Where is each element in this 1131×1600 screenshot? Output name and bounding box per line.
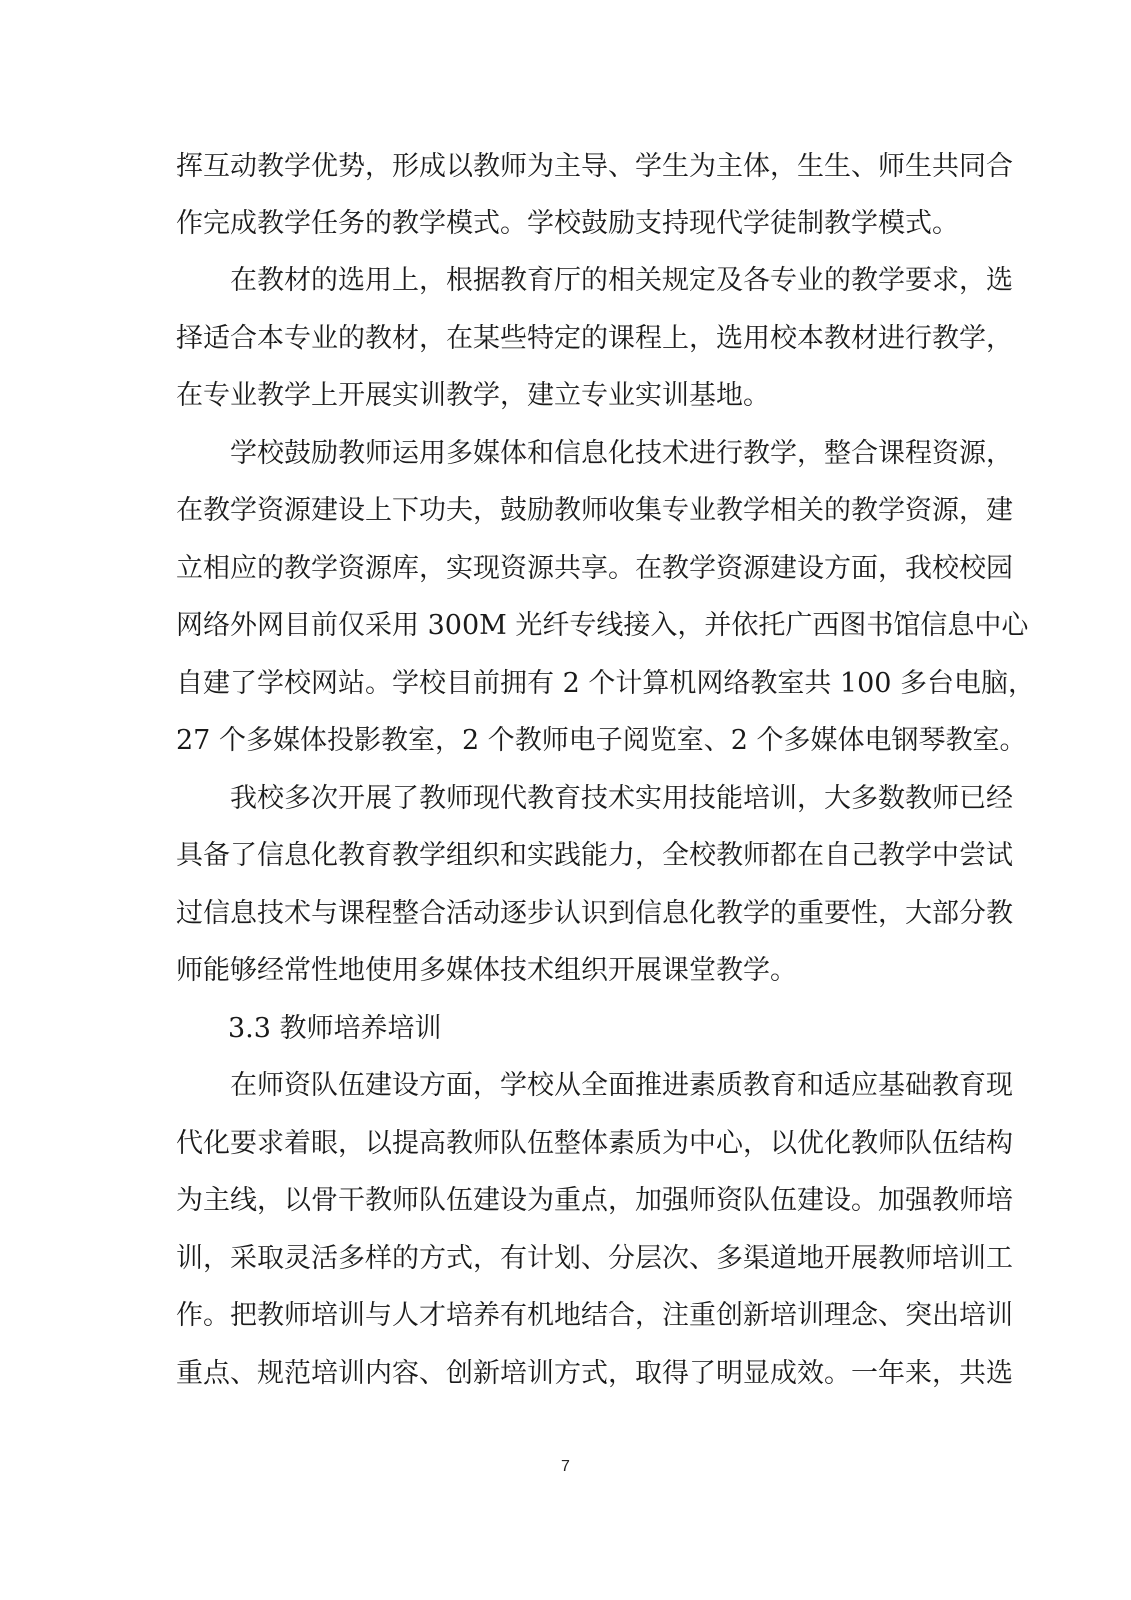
paragraph-first-line: 在师资队伍建设方面，学校从全面推进素质教育和适应基础教育现 [230, 1070, 1013, 1101]
text-line: 挥互动教学优势，形成以教师为主导、学生为主体，生生、师生共同合 [176, 151, 1013, 182]
text-line: 在教学资源建设上下功夫，鼓励教师收集专业教学相关的教学资源，建 [176, 495, 1013, 526]
text-line: 在专业教学上开展实训教学，建立专业实训基地。 [176, 380, 770, 411]
text-line: 择适合本专业的教材，在某些特定的课程上，选用校本教材进行教学， [176, 323, 1013, 354]
page-number: 7 [561, 1458, 570, 1475]
text-line: 27 个多媒体投影教室，2 个教师电子阅览室、2 个多媒体电钢琴教室。 [176, 725, 1027, 756]
text-line: 作完成教学任务的教学模式。学校鼓励支持现代学徒制教学模式。 [176, 208, 959, 239]
text-line: 为主线，以骨干教师队伍建设为重点，加强师资队伍建设。加强教师培 [176, 1185, 1013, 1216]
text-line: 自建了学校网站。学校目前拥有 2 个计算机网络教室共 100 多台电脑， [176, 668, 1036, 699]
text-line: 具备了信息化教育教学组织和实践能力，全校教师都在自己教学中尝试 [176, 840, 1013, 871]
paragraph-first-line: 在教材的选用上，根据教育厅的相关规定及各专业的教学要求，选 [230, 265, 1013, 296]
text-line: 重点、规范培训内容、创新培训方式，取得了明显成效。一年来，共选 [176, 1358, 1013, 1389]
text-line: 过信息技术与课程整合活动逐步认识到信息化教学的重要性，大部分教 [176, 898, 1013, 929]
paragraph-first-line: 我校多次开展了教师现代教育技术实用技能培训，大多数教师已经 [230, 783, 1013, 814]
paragraph-first-line: 学校鼓励教师运用多媒体和信息化技术进行教学，整合课程资源， [230, 438, 1013, 469]
text-line: 网络外网目前仅采用 300M 光纤专线接入，并依托广西图书馆信息中心 [176, 610, 1029, 641]
text-line: 作。把教师培训与人才培养有机地结合，注重创新培训理念、突出培训 [176, 1300, 1013, 1331]
text-line: 训，采取灵活多样的方式，有计划、分层次、多渠道地开展教师培训工 [176, 1243, 1013, 1274]
section-heading: 3.3 教师培养培训 [228, 1013, 442, 1044]
text-line: 师能够经常性地使用多媒体技术组织开展课堂教学。 [176, 955, 797, 986]
text-line: 立相应的教学资源库，实现资源共享。在教学资源建设方面，我校校园 [176, 553, 1013, 584]
text-line: 代化要求着眼，以提高教师队伍整体素质为中心，以优化教师队伍结构 [176, 1128, 1013, 1159]
